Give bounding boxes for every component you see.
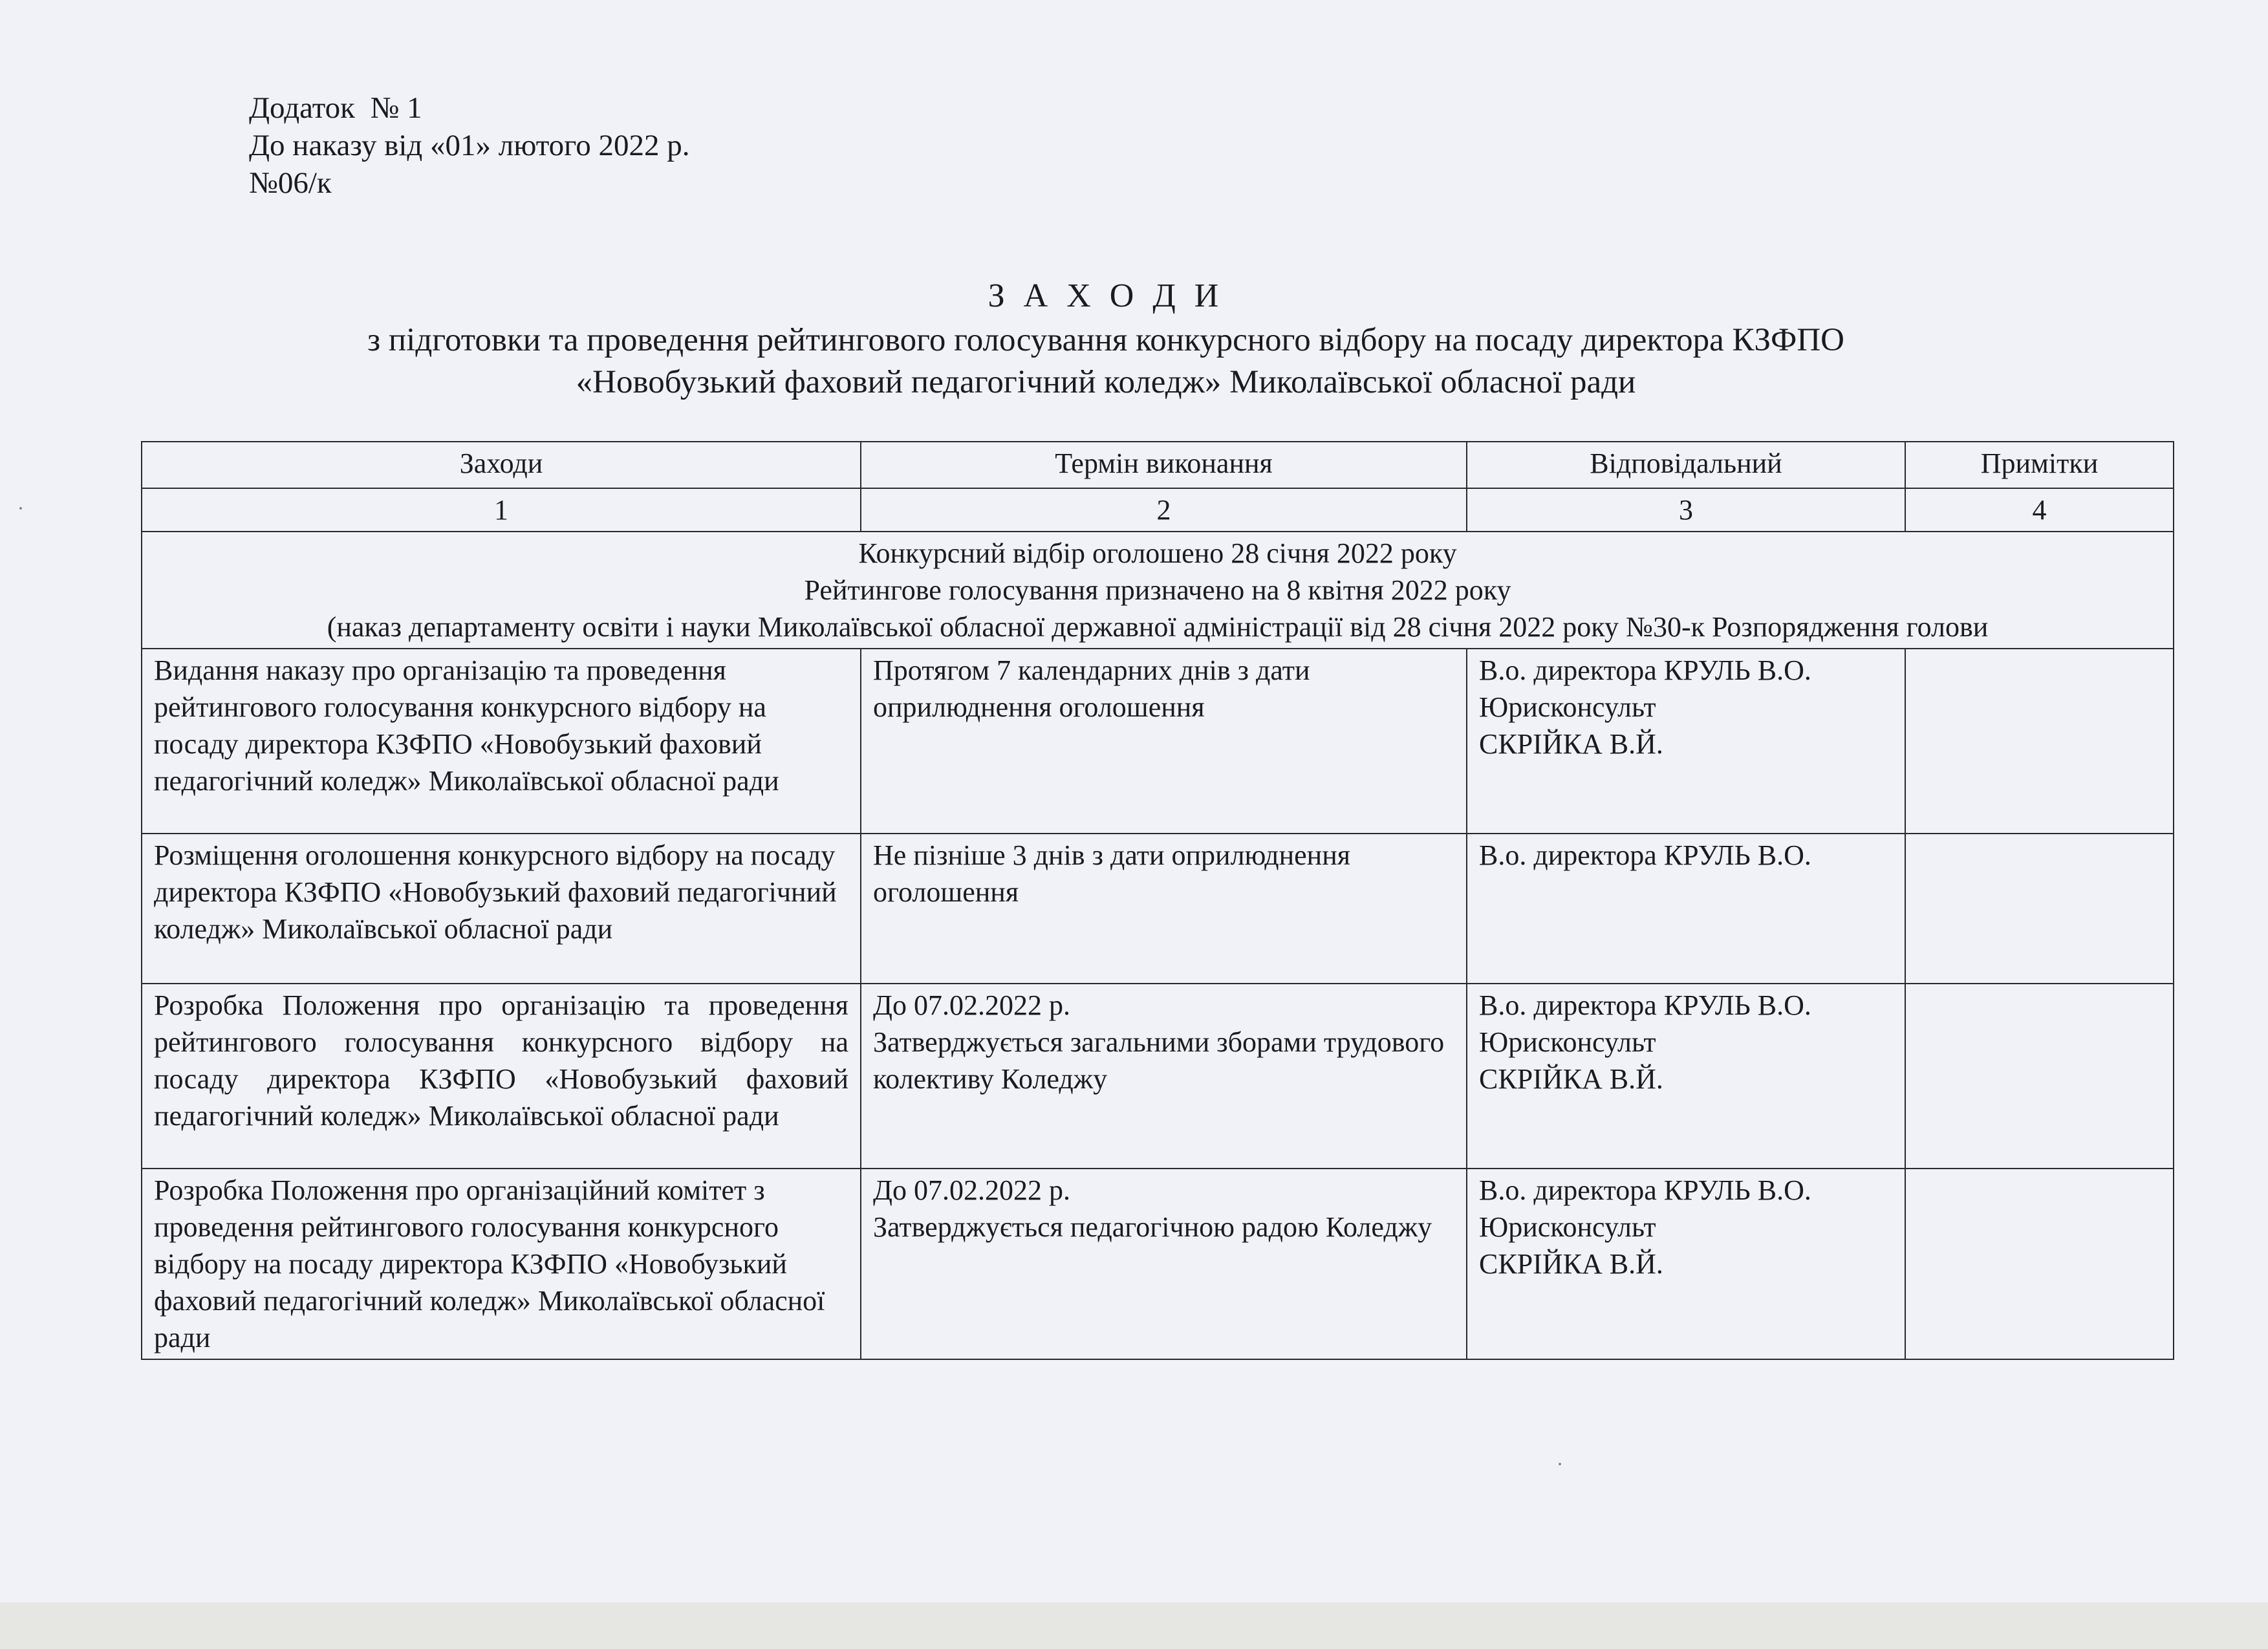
column-number-2: 2 [861,488,1467,532]
responsible-line: Юрисконсульт [1479,1211,1656,1243]
appendix-order-number: №06/к [249,166,332,200]
responsible-line: СКРІЙКА В.Й. [1479,728,1663,760]
table-row [142,834,2174,984]
title-line-2: «Новобузький фаховий педагогічний коледж» Миколаївської обласної ради [576,364,1636,400]
term-cell: Протягом 7 календарних днів з дати оприлюднення оголошення [861,649,1467,834]
scan-edge [0,1602,2268,1649]
column-number-3: 3 [1467,488,1905,532]
term-line: До 07.02.2022 р. [873,989,1071,1021]
header-term: Термін виконання [861,442,1467,488]
header-responsible: Відповідальний [1467,442,1905,488]
measure-cell: Видання наказу про організацію та проведення рейтингового голосування конкурсного відбору на посаду директора КЗФПО «Новобузький фаховий педагогічний коледж» Миколаївської обласної ради [142,649,861,834]
appendix-number: Додаток № 1 [249,91,422,125]
responsible-line: В.о. директора КРУЛЬ В.О. [1479,654,1811,686]
term-line: Затверджується педагогічною радою Коледжу [873,1211,1432,1243]
responsible-cell [1467,984,1905,1169]
notice-cell [142,532,2174,649]
responsible-cell [1467,834,1905,984]
document-title [136,273,2076,404]
term-cell [861,1169,1467,1359]
column-number-1: 1 [142,488,861,532]
responsible-line: СКРІЙКА В.Й. [1479,1248,1663,1280]
responsible-cell [1467,649,1905,834]
term-line: Затверджується загальними зборами трудового колективу Коледжу [873,1026,1445,1095]
responsible-line: В.о. директора КРУЛЬ В.О. [1479,839,1811,871]
notes-cell [1905,834,2174,984]
responsible-line: Юрисконсульт [1479,691,1656,723]
notice-line-1: Конкурсний відбір оголошено 28 січня 2022 року [858,537,1457,569]
term-cell [861,984,1467,1169]
column-number-4: 4 [1905,488,2174,532]
table-header-row [142,442,2174,488]
header-measures: Заходи [142,442,861,488]
responsible-line: В.о. директора КРУЛЬ В.О. [1479,1174,1811,1206]
notice-line-3: (наказ департаменту освіти і науки Миколаївської обласної державної адміністрації від 28 січня 2022 року №30-к Розпорядження голови [327,611,1989,643]
scan-speck [1559,1463,1561,1465]
measure-cell: Розробка Положення про організацію та проведення рейтингового голосування конкурсного відбору на посаду директора КЗФПО «Новобузький фаховий педагогічний коледж» Миколаївської обласної ради [142,984,861,1169]
table-row [142,1169,2174,1359]
responsible-line: В.о. директора КРУЛЬ В.О. [1479,989,1811,1021]
header-notes: Примітки [1905,442,2174,488]
title-line-1: з підготовки та проведення рейтингового голосування конкурсного відбору на посаду директора КЗФПО [367,322,1845,358]
notes-cell [1905,984,2174,1169]
measure-cell: Розробка Положення про організаційний комітет з проведення рейтингового голосування конкурсного відбору на посаду директора КЗФПО «Новобузький фаховий педагогічний коледж» Миколаївської обласної ради [142,1169,861,1359]
appendix-note [249,89,690,202]
table-row [142,649,2174,834]
table-row [142,984,2174,1169]
appendix-order-date: До наказу від «01» лютого 2022 р. [249,129,690,162]
notice-line-2: Рейтингове голосування призначено на 8 квітня 2022 року [804,574,1511,606]
measures-table [141,441,2174,1360]
responsible-cell [1467,1169,1905,1359]
scan-speck [19,507,22,510]
term-line: До 07.02.2022 р. [873,1174,1071,1206]
table-number-row [142,488,2174,532]
notice-row [142,532,2174,649]
term-cell: Не пізніше 3 днів з дати оприлюднення оголошення [861,834,1467,984]
responsible-line: Юрисконсульт [1479,1026,1656,1058]
title-main: З А Х О Д И [988,277,1224,314]
measure-cell: Розміщення оголошення конкурсного відбору на посаду директора КЗФПО «Новобузький фаховий педагогічний коледж» Миколаївської обласної ради [142,834,861,984]
notes-cell [1905,649,2174,834]
responsible-line: СКРІЙКА В.Й. [1479,1063,1663,1095]
notes-cell [1905,1169,2174,1359]
